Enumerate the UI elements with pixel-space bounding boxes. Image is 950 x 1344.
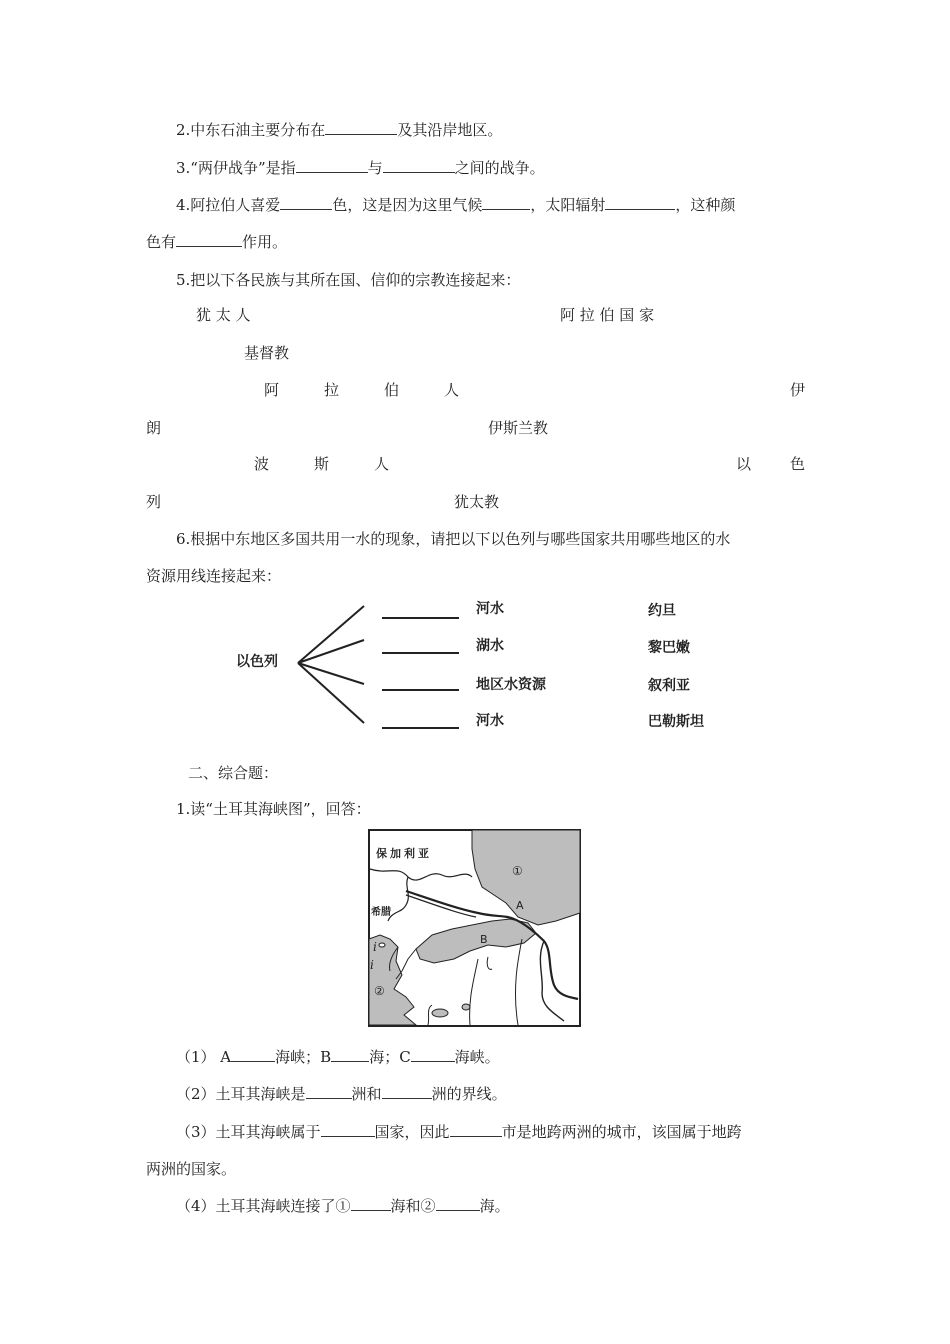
answer-blank[interactable] [321,1122,375,1137]
map-label-bulgaria: 保加利亚 [376,847,432,860]
map-label-circle-1: ① [512,864,523,878]
question-3: 3.“两伊战争”是指 与 之间的战争。 [176,159,545,177]
sub-question-4: （4）土耳其海峡连接了① 海和② 海。 [176,1197,510,1215]
country-israel-char: 列 [146,493,162,511]
country-lebanon: 黎巴嫩 [648,640,690,656]
people-arab-char: 人 [444,381,460,399]
country-israel-char: 以 [736,455,752,473]
sub-question-1: （1） A 海峡；B 海；C 海峡。 [176,1048,500,1066]
country-iran-char: 伊 [790,381,806,399]
question-5-title: 5.把以下各民族与其所在国、信仰的宗教连接起来： [176,271,521,289]
people-arab-char: 阿 [264,381,280,399]
turkish-straits-map [368,829,581,1027]
religion-judaism: 犹太教 [454,493,500,511]
answer-line[interactable] [382,689,459,691]
question-4-line-1: 4.阿拉伯人喜爱 色，这是因为这里气候 ，太阳辐射 ，这种颜 [176,196,736,214]
answer-blank[interactable] [280,195,332,210]
people-jews: 犹 太 人 [196,306,251,324]
question-6-line-2: 资源用线连接起来： [146,567,282,585]
country-palestine: 巴勒斯坦 [648,714,704,730]
answer-blank[interactable] [331,1047,369,1062]
answer-blank[interactable] [605,195,675,210]
people-persian-char: 波 [254,455,270,473]
map-label-i: i [370,958,374,972]
answer-blank[interactable] [482,195,530,210]
water-lake: 湖水 [476,638,504,654]
answer-blank[interactable] [411,1047,455,1062]
people-arab-char: 伯 [384,381,400,399]
water-river-2: 河水 [476,713,504,729]
answer-blank[interactable] [436,1196,480,1211]
answer-blank[interactable] [383,158,455,173]
country-arab-states: 阿 拉 伯 国 家 [560,306,655,324]
answer-line[interactable] [382,617,459,619]
people-persian-char: 人 [374,455,390,473]
answer-blank[interactable] [296,158,368,173]
answer-blank[interactable] [325,120,397,135]
religion-christianity: 基督教 [244,344,290,362]
country-israel-char: 色 [790,455,806,473]
section-2-title: 二、综合题： [188,764,279,782]
question-4-line-2: 色有 作用。 [146,233,288,251]
answer-line[interactable] [382,727,459,729]
answer-line[interactable] [382,652,459,654]
sub-question-3-line-2: 两洲的国家。 [146,1160,237,1178]
answer-blank[interactable] [176,232,242,247]
answer-blank[interactable] [382,1084,432,1099]
map-label-b: B [480,933,488,946]
country-jordan: 约旦 [648,603,676,619]
country-syria: 叙利亚 [648,678,690,694]
map-label-greece: 希腊 [371,907,391,918]
water-river-1: 河水 [476,601,504,617]
source-israel: 以色列 [236,654,278,670]
answer-blank[interactable] [351,1196,391,1211]
map-label-a: A [516,899,524,912]
people-persian-char: 斯 [314,455,330,473]
answer-blank[interactable] [306,1084,352,1099]
water-regional: 地区水资源 [476,677,546,693]
sub-question-3-line-1: （3）土耳其海峡属于 国家，因此 市是地跨两洲的城市，该国属于地跨 [176,1123,742,1141]
sub-question-2: （2）土耳其海峡是 洲和 洲的界线。 [176,1085,507,1103]
answer-blank[interactable] [231,1047,275,1062]
map-label-i: i [373,940,377,954]
people-arab-char: 拉 [324,381,340,399]
question-2: 2.中东石油主要分布在 及其沿岸地区。 [176,121,503,139]
answer-blank[interactable] [450,1122,502,1137]
religion-islam: 伊斯兰教 [488,419,549,437]
country-iran-char: 朗 [146,419,162,437]
comprehensive-q1-title: 1.读“土耳其海峡图”，回答： [176,800,371,818]
map-label-circle-2: ② [374,984,385,998]
question-6-line-1: 6.根据中东地区多国共用一水的现象，请把以下以色列与哪些国家共用哪些地区的水 [176,530,731,548]
